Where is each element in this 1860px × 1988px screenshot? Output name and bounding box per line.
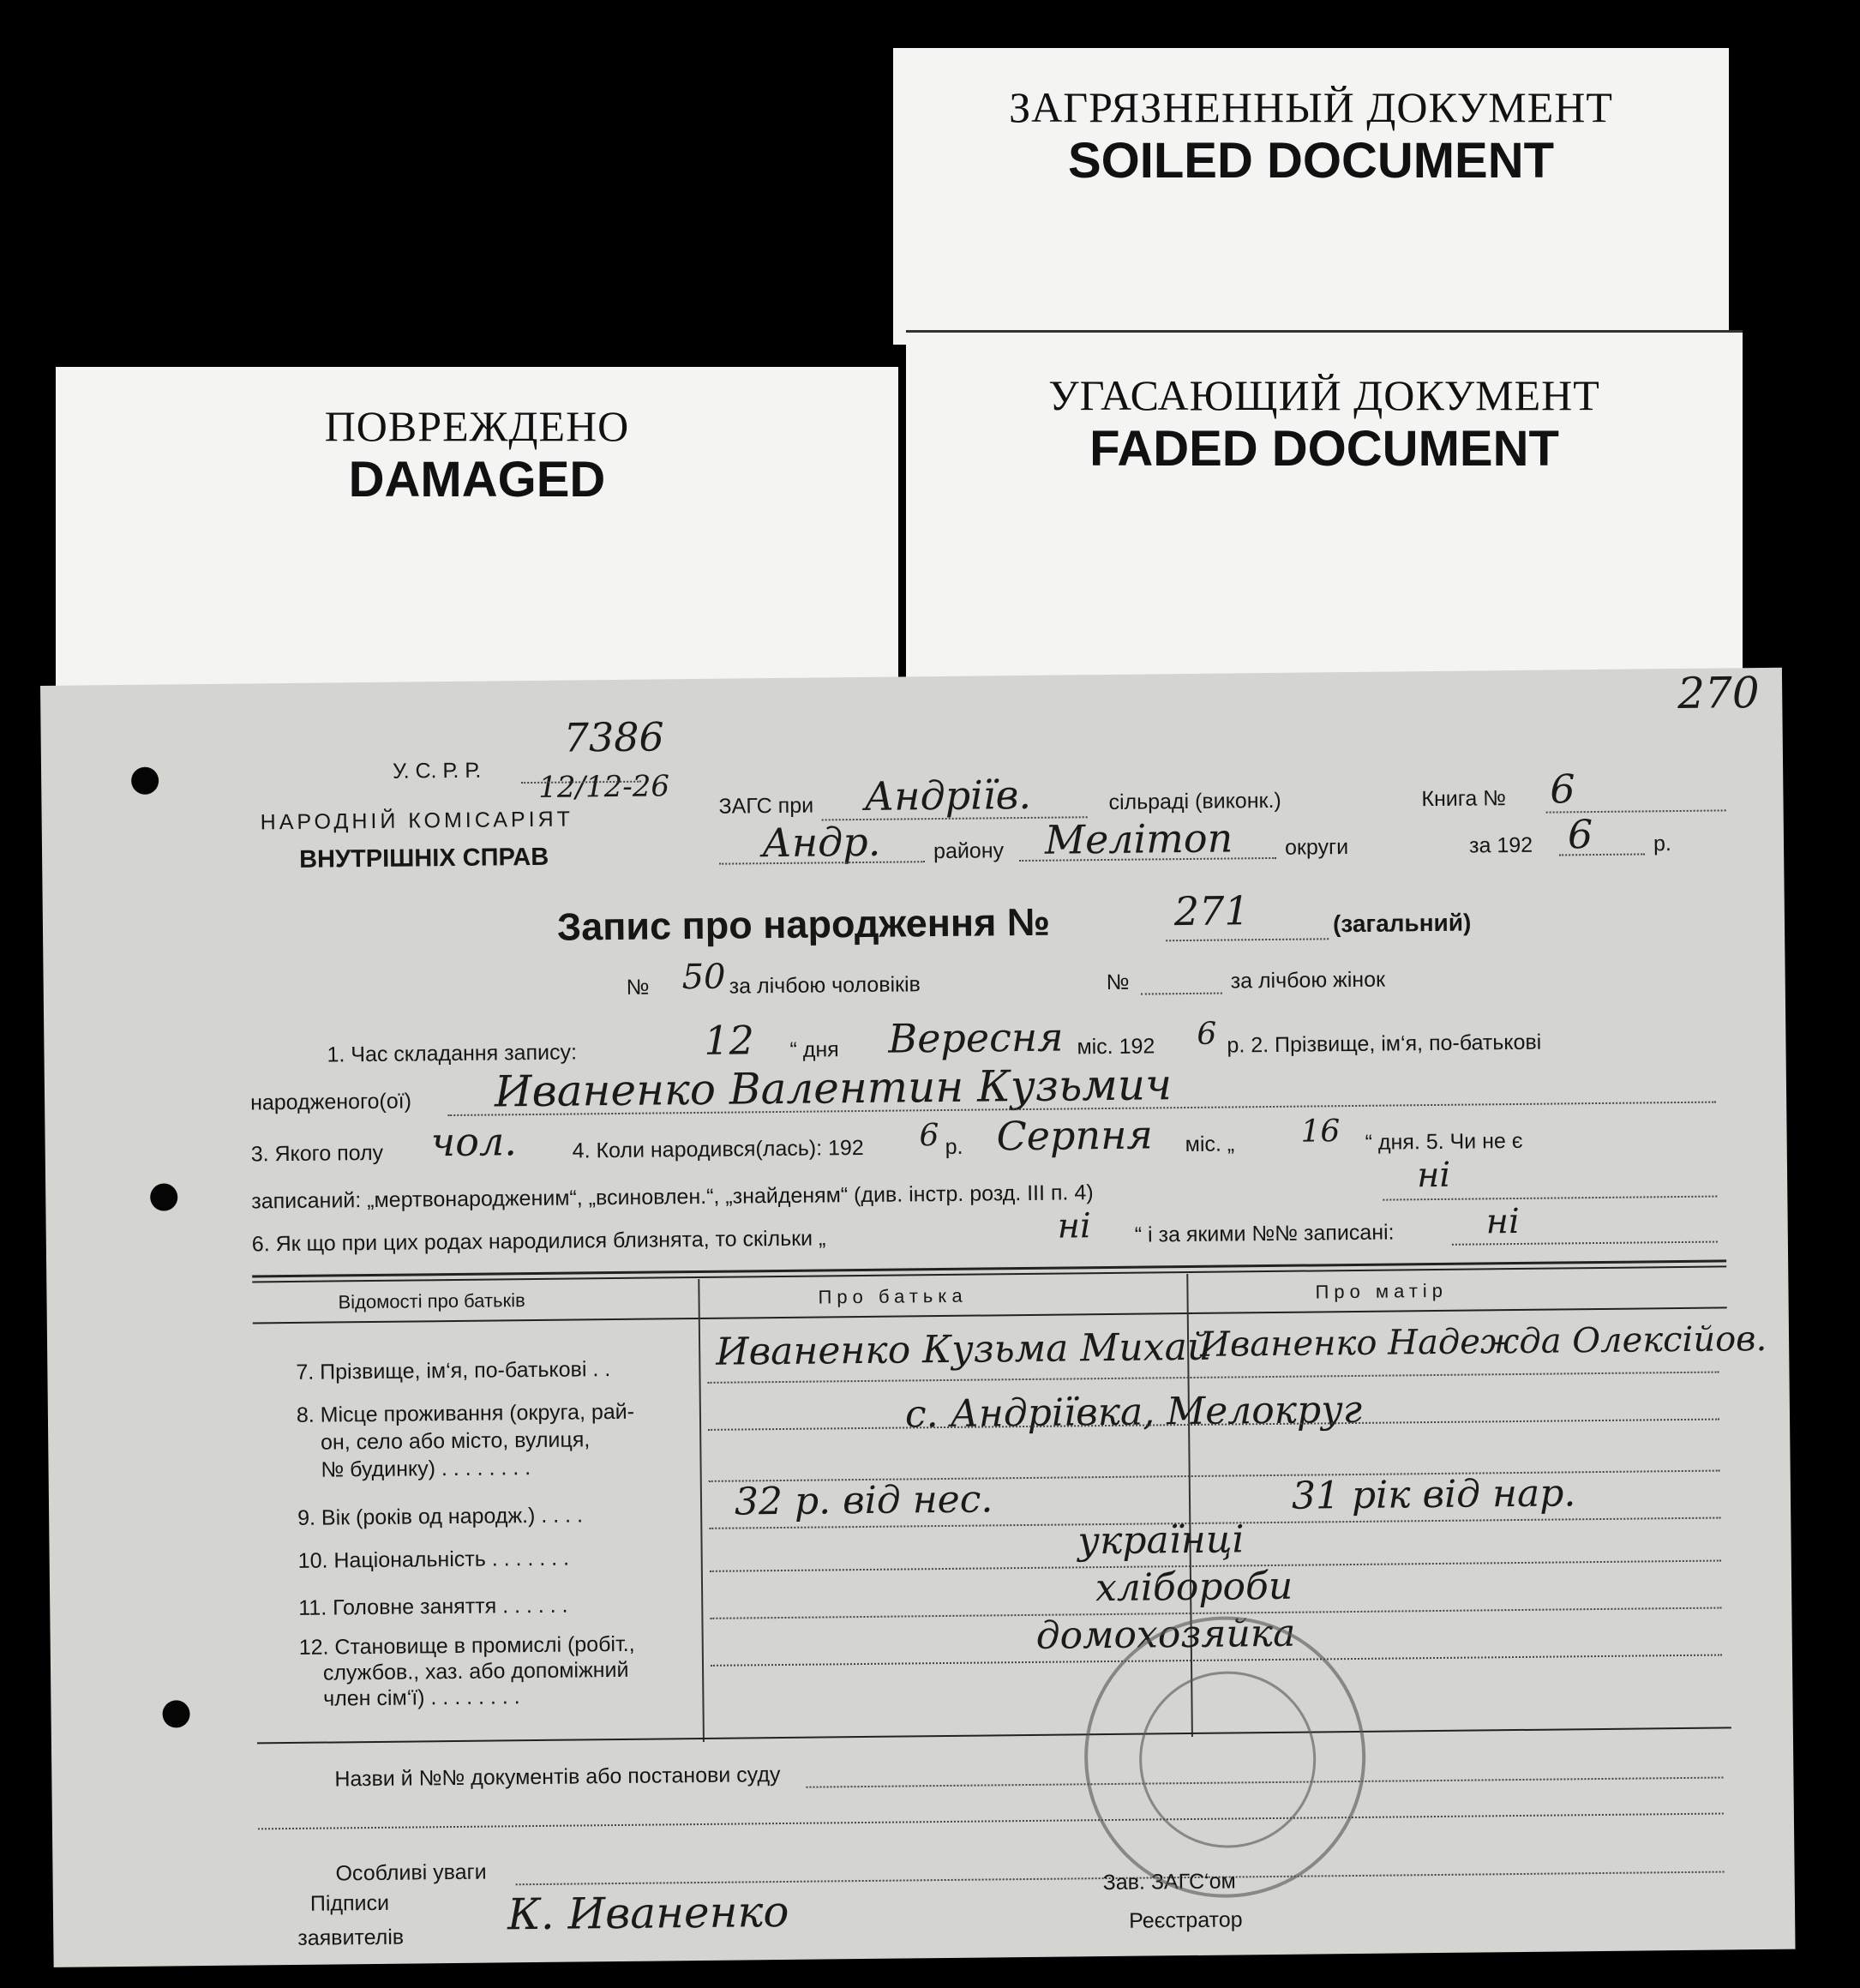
twins-count: ні: [1057, 1206, 1092, 1246]
table-bottom-rule: [257, 1727, 1731, 1744]
field1-month: Вересня: [888, 1013, 1064, 1062]
column-header-father: Про батька: [818, 1284, 968, 1308]
father-residence: с. Андріївка, Мелокруг: [904, 1387, 1363, 1437]
soiled-en-label: SOILED DOCUMENT: [1067, 133, 1555, 189]
father-age: 32 р. від нес.: [734, 1477, 993, 1524]
field5-label-2: записаний: „мертвонародженим“, „всиновлен.“, „знайденям“ (див. інстр. розд. III п. 4): [251, 1180, 1094, 1214]
dotted-line: [1383, 1196, 1717, 1201]
book-label: Книга №: [1421, 786, 1507, 812]
field4-r: р.: [945, 1134, 963, 1159]
zags-label: ЗАГС при: [718, 793, 814, 819]
top-number: 7386: [563, 713, 665, 761]
rayon-label: району: [933, 838, 1005, 864]
corner-number: 270: [1677, 667, 1760, 718]
year-r-label: р.: [1653, 832, 1672, 856]
no-sign: №: [626, 975, 650, 1000]
dotted-line: [1559, 853, 1645, 856]
row8-label: 8. Місце проживання (округа, рай- он, село або місто, вулиця, № будинку) . . . . . . . .: [296, 1399, 635, 1482]
row9-label: 9. Вік (років од народж.) . . . .: [297, 1503, 584, 1530]
field1-mis: міс. 192: [1077, 1034, 1155, 1060]
signatures-label-2: заявителів: [297, 1925, 405, 1950]
record-number: 271: [1173, 887, 1250, 935]
no-sign: №: [1106, 970, 1130, 994]
field1-dnya: “ дня: [789, 1037, 839, 1062]
village-value: Андріїв.: [864, 771, 1032, 820]
field2-label-2: народженого(ої): [249, 1089, 412, 1115]
column-header-info: Відомості про батьків: [338, 1289, 525, 1313]
row7-label: 7. Прізвище, ім‘я, по-батькові . .: [296, 1357, 611, 1384]
commissariat-label: НАРОДНІЙ КОМІСАРІЯТ: [260, 807, 574, 835]
punch-hole: [162, 1700, 189, 1727]
men-count-label: за лічбою чоловіків: [729, 972, 921, 999]
book-number: 6: [1550, 766, 1575, 813]
punch-hole: [150, 1183, 177, 1210]
field6-mid-label: “ і за якими №№ записані:: [1134, 1220, 1395, 1247]
field1-year: 6: [1197, 1016, 1217, 1052]
row11-label: 11. Головне заняття . . . . . .: [298, 1593, 568, 1620]
field5-label: “ дня. 5. Чи не є: [1365, 1128, 1523, 1155]
damaged-en-label: DAMAGED: [348, 452, 606, 508]
damaged-ru-label: ПОВРЕЖДЕНО: [324, 402, 630, 450]
field2-label: р. 2. Прізвище, ім‘я, по-батькові: [1227, 1030, 1542, 1058]
faded-document-card: [906, 330, 1743, 710]
year-digit: 6: [1567, 811, 1593, 858]
rayon-prefix: Андр.: [761, 818, 881, 867]
birth-year: 6: [919, 1118, 939, 1154]
field4-label: 4. Коли народився(лась): 192: [572, 1135, 864, 1163]
dotted-line: [258, 1813, 1724, 1830]
occupation: хлібороби: [1095, 1564, 1293, 1611]
documents-label: Назви й №№ документів або постанови суду: [334, 1763, 781, 1792]
damaged-document-card: [56, 367, 898, 693]
sex-value: чол.: [430, 1118, 518, 1166]
okrug-value: Мелітоп: [1044, 814, 1233, 863]
registrar-label: Реєстратор: [1129, 1907, 1243, 1933]
field5-value: ні: [1416, 1155, 1451, 1196]
row12-label: 12. Становище в промислі (робіт., службов., хаз. або допоміжний член сім‘ї) . . . . . . . .: [298, 1631, 635, 1711]
zav-label: Зав. ЗАГС‘ом: [1102, 1869, 1236, 1895]
column-divider: [698, 1279, 705, 1742]
field6-label: 6. Як що при цих родах народилися близнята, то скільки „: [251, 1226, 826, 1257]
field1-day: 12: [704, 1017, 755, 1064]
field4-mis: міс. „: [1185, 1132, 1235, 1157]
mother-name: Иваненко Надежда Олексійов.: [1199, 1318, 1767, 1365]
signatures-label: Підписи: [309, 1890, 390, 1916]
soiled-document-card: [893, 48, 1729, 345]
column-header-mother: Про матір: [1315, 1279, 1449, 1303]
dotted-line: [1452, 1241, 1718, 1246]
official-stamp: [1083, 1615, 1366, 1899]
faded-en-label: FADED DOCUMENT: [1089, 421, 1559, 477]
father-name: Иваненко Кузьма Михай: [715, 1324, 1212, 1374]
record-title: Запис про народження №: [556, 899, 1051, 949]
mother-age: 31 рік від нар.: [1291, 1471, 1576, 1518]
row10-label: 10. Національність . . . . . . .: [297, 1546, 570, 1573]
record-title-suffix: (загальний): [1332, 909, 1472, 938]
soiled-ru-label: ЗАГРЯЗНЕННЫЙ ДОКУМЕНТ: [1009, 83, 1613, 131]
ussr-label: У. С. Р. Р.: [392, 758, 482, 784]
child-name: Иваненко Валентин Кузьмич: [494, 1060, 1173, 1117]
okrug-label: округи: [1284, 835, 1349, 860]
silradi-label: сільраді (виконк.): [1108, 788, 1281, 814]
dotted-line: [1166, 938, 1329, 941]
nationality: українці: [1077, 1517, 1245, 1564]
punch-hole: [131, 767, 159, 795]
birth-month: Серпня: [996, 1111, 1154, 1160]
birth-day: 16: [1300, 1114, 1341, 1150]
field1-label: 1. Час складання запису:: [327, 1040, 578, 1067]
year-label: за 192: [1468, 832, 1533, 858]
men-number: 50: [681, 957, 726, 998]
applicant-signature: К. Иваненко: [507, 1886, 789, 1940]
commissariat-label-2: ВНУТРІШНІХ СПРАВ: [298, 843, 549, 874]
dotted-line: [708, 1372, 1719, 1384]
side-note: 12/12-26: [538, 769, 670, 805]
field3-label: 3. Якого полу: [250, 1140, 384, 1167]
remarks-label: Особливі уваги: [335, 1859, 487, 1886]
twins-numbers: ні: [1485, 1201, 1521, 1242]
birth-record-document: [40, 668, 1796, 1967]
women-count-label: за лічбою жінок: [1230, 967, 1386, 994]
dotted-line: [1141, 993, 1222, 995]
status: домохозяйка: [1035, 1611, 1296, 1658]
faded-ru-label: УГАСАЮЩИЙ ДОКУМЕНТ: [1048, 371, 1600, 419]
